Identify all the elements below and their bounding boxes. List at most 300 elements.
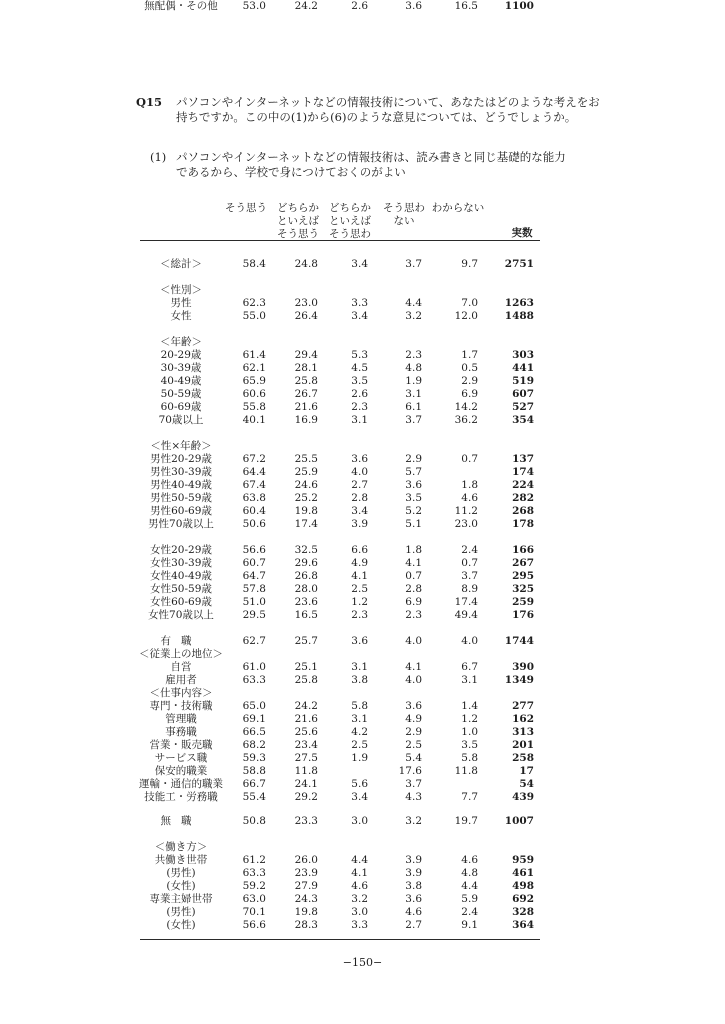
column-header-somewhat-agree: どちらか といえば そう思う [277,202,319,240]
row-label: 専業主婦世帯 [149,893,213,905]
table-cell: 29.4 [294,349,318,361]
row-label: 女性20-29歳 [150,544,212,556]
table-cell: 258 [512,752,534,764]
table-cell: 11.8 [294,765,318,777]
table-cell: 56.6 [242,919,266,931]
table-cell: 303 [512,349,534,361]
table-cell: 162 [512,713,534,725]
row-label: 事務職 [165,726,197,738]
column-header-count: 実数 [511,227,533,239]
table-cell: 4.8 [405,362,422,374]
row-label: ＜性別＞ [160,284,202,296]
table-cell: 3.7 [405,778,422,790]
table-cell: 24.6 [294,479,318,491]
table-cell: 25.8 [294,674,318,686]
table-cell: 3.8 [405,880,422,892]
table-row [132,854,542,867]
table-row [132,414,542,427]
table-cell: 441 [512,362,534,374]
table-cell: 461 [512,867,534,879]
row-label: 女性60-69歳 [150,596,212,608]
row-label: ＜性×年齢＞ [150,440,212,452]
table-cell: 23.6 [294,596,318,608]
table-cell: 5.6 [351,778,368,790]
table-cell: 176 [512,609,534,621]
table-cell: 65.9 [242,375,266,387]
row-label: 共働き世帯 [154,854,208,866]
table-row [132,815,542,828]
table-cell: 6.7 [461,661,478,673]
table-cell: 60.6 [242,388,266,400]
row-label: 雇用者 [165,674,197,686]
table-cell: 2.9 [461,375,478,387]
table-row [132,284,542,297]
table-cell: 3.4 [351,310,368,322]
table-cell: 3.2 [351,893,368,905]
row-label: 専門・技術職 [149,700,213,712]
table-cell: 4.1 [405,557,422,569]
table-cell: 4.0 [351,466,368,478]
table-cell: 439 [512,791,534,803]
table-cell: 268 [512,505,534,517]
table-cell: 4.4 [405,297,422,309]
table-cell: 5.3 [351,349,368,361]
table-cell: 4.9 [405,713,422,725]
row-label: 女性70歳以上 [148,609,214,621]
table-cell: 16.5 [454,0,478,12]
column-header-dont-know: わからない [431,202,485,214]
table-cell: 17.4 [454,596,478,608]
table-cell: 67.2 [242,453,266,465]
table-row [132,609,542,622]
table-cell: 5.8 [461,752,478,764]
table-cell: 28.3 [294,919,318,931]
table-cell: 4.2 [351,726,368,738]
table-cell: 0.5 [461,362,478,374]
row-label: 女性50-59歳 [150,583,212,595]
table-row [132,867,542,880]
table-cell: 2.9 [405,453,422,465]
row-label: ＜年齢＞ [160,336,202,348]
table-cell: 2.6 [351,0,368,12]
table-cell: 224 [512,479,534,491]
table-cell: 3.1 [351,713,368,725]
sub-question-number: (1) [150,150,167,164]
table-row [132,336,542,349]
table-cell: 61.2 [242,854,266,866]
table-cell: 9.1 [461,919,478,931]
table-row [132,893,542,906]
sub-question-block [150,150,570,180]
page-number: −150− [342,956,383,969]
table-cell: 354 [512,414,534,426]
table-cell: 3.9 [405,854,422,866]
table-cell: 19.7 [454,815,478,827]
table-cell: 0.7 [461,453,478,465]
table-row [132,375,542,388]
table-cell: 62.3 [242,297,266,309]
column-header-somewhat-disagree: どちらか といえば そう思わ [329,202,371,240]
table-cell: 178 [512,518,534,530]
table-cell: 64.4 [242,466,266,478]
table-cell: 6.6 [351,544,368,556]
table-cell: 58.8 [242,765,266,777]
table-cell: 4.0 [461,635,478,647]
row-label: 男性70歳以上 [148,518,214,530]
table-row [132,648,542,661]
table-cell: 9.7 [461,258,478,270]
table-cell: 3.4 [351,505,368,517]
table-cell: 14.2 [454,401,478,413]
table-cell: 23.3 [294,815,318,827]
table-cell: 4.6 [461,492,478,504]
table-row [132,713,542,726]
table-row [132,765,542,778]
table-cell: 259 [512,596,534,608]
table-cell: 54 [519,778,534,790]
table-cell: 51.0 [242,596,266,608]
table-cell: 692 [512,893,534,905]
row-label: 20-29歳 [160,349,202,361]
table-row [132,687,542,700]
table-cell: 2.7 [405,919,422,931]
table-cell: 23.0 [454,518,478,530]
table-cell: 26.4 [294,310,318,322]
table-cell: 1744 [504,635,534,647]
table-cell: 63.8 [242,492,266,504]
table-row [132,362,542,375]
table-cell: 519 [512,375,534,387]
table-row [132,258,542,271]
table-cell: 1.2 [351,596,368,608]
row-label: 有職 [160,635,202,647]
table-cell: 137 [512,453,534,465]
table-row [132,752,542,765]
column-header-agree: そう思う [225,202,267,214]
table-row [132,505,542,518]
table-cell: 3.7 [405,414,422,426]
table-cell: 3.9 [351,518,368,530]
table-row [132,726,542,739]
table-cell: 19.8 [294,906,318,918]
row-label: 男性40-49歳 [150,479,212,491]
table-cell: 26.0 [294,854,318,866]
table-cell: 11.8 [454,765,478,777]
row-label: 技能工・労務職 [144,791,218,803]
table-cell: 3.6 [405,479,422,491]
table-cell: 3.6 [405,700,422,712]
table-cell: 26.8 [294,570,318,582]
table-row [132,453,542,466]
table-cell: 25.6 [294,726,318,738]
row-label: 女性 [170,310,192,322]
table-cell: 56.6 [242,544,266,556]
table-cell: 23.9 [294,867,318,879]
row-label: サービス職 [154,752,208,764]
table-cell: 28.0 [294,583,318,595]
table-row [132,297,542,310]
table-cell: 27.9 [294,880,318,892]
row-label: 男性30-39歳 [150,466,212,478]
table-cell: 4.6 [405,906,422,918]
table-cell: 2.3 [405,349,422,361]
table-cell: 2.5 [351,583,368,595]
table-cell: 28.1 [294,362,318,374]
table-cell: 24.1 [294,778,318,790]
table-cell: 4.5 [351,362,368,374]
table-cell: 3.4 [351,258,368,270]
table-cell: 1.2 [461,713,478,725]
table-cell: 2.3 [351,609,368,621]
row-label: 管理職 [165,713,197,725]
row-label: 70歳以上 [158,414,204,426]
table-row [132,739,542,752]
table-cell: 66.7 [242,778,266,790]
table-cell: 66.5 [242,726,266,738]
table-row [132,570,542,583]
table-cell: 55.0 [242,310,266,322]
table-cell: 26.7 [294,388,318,400]
table-cell: 2.3 [405,609,422,621]
row-label: 男性50-59歳 [150,492,212,504]
question-block [136,95,606,125]
table-row [132,906,542,919]
table-cell: 1349 [504,674,534,686]
table-row [132,518,542,531]
table-cell: 0.7 [461,557,478,569]
table-cell: 3.7 [405,258,422,270]
table-cell: 2.4 [461,544,478,556]
table-cell: 3.6 [405,893,422,905]
table-cell: 61.0 [242,661,266,673]
table-cell: 2.5 [405,739,422,751]
table-cell: 50.8 [242,815,266,827]
table-cell: 21.6 [294,401,318,413]
table-cell: 0.7 [405,570,422,582]
table-cell: 527 [512,401,534,413]
table-cell: 62.1 [242,362,266,374]
table-cell: 5.8 [351,700,368,712]
table-cell: 16.9 [294,414,318,426]
table-row [132,544,542,557]
table-cell: 4.6 [461,854,478,866]
table-cell: 29.5 [242,609,266,621]
table-cell: 282 [512,492,534,504]
table-cell: 67.4 [242,479,266,491]
table-cell: 3.2 [405,310,422,322]
table-row [132,674,542,687]
row-label: 運輸・通信的職業 [139,778,223,790]
row-label: (男性) [166,867,196,879]
table-cell: 29.2 [294,791,318,803]
table-cell: 1.8 [461,479,478,491]
table-cell: 59.3 [242,752,266,764]
table-cell: 11.2 [454,505,478,517]
table-cell: 498 [512,880,534,892]
row-label: ＜総計＞ [160,258,202,270]
table-cell: 2.4 [461,906,478,918]
table-cell: 3.6 [405,0,422,12]
table-cell: 49.4 [454,609,478,621]
table-cell: 24.2 [294,700,318,712]
table-cell: 364 [512,919,534,931]
table-cell: 65.0 [242,700,266,712]
table-cell: 25.5 [294,453,318,465]
table-cell: 4.6 [351,880,368,892]
row-label: ＜働き方＞ [154,841,208,853]
table-cell: 2.8 [405,583,422,595]
table-cell: 6.9 [461,388,478,400]
table-cell: 1488 [504,310,534,322]
column-header-disagree: そう思わ ない [383,202,425,227]
table-row [132,700,542,713]
table-cell: 24.2 [294,0,318,12]
table-cell: 7.0 [461,297,478,309]
table-cell: 69.1 [242,713,266,725]
row-label: 50-59歳 [160,388,202,400]
table-cell: 5.9 [461,893,478,905]
row-label: ＜従業上の地位＞ [139,648,223,660]
table-cell: 17.6 [398,765,422,777]
table-cell: 4.1 [351,867,368,879]
table-cell: 3.8 [351,674,368,686]
row-label: 自営 [170,661,192,673]
row-label: 男性60-69歳 [150,505,212,517]
table-cell: 36.2 [454,414,478,426]
table-cell: 4.1 [405,661,422,673]
table-cell: 325 [512,583,534,595]
table-cell: 295 [512,570,534,582]
table-cell: 4.9 [351,557,368,569]
table-cell: 17 [519,765,534,777]
table-cell: 60.4 [242,505,266,517]
table-cell: 59.2 [242,880,266,892]
table-cell: 2751 [504,258,534,270]
table-cell: 25.1 [294,661,318,673]
table-row [132,841,542,854]
table-cell: 17.4 [294,518,318,530]
table-cell: 2.5 [351,739,368,751]
row-label: 男性 [170,297,192,309]
table-cell: 6.9 [405,596,422,608]
row-label: 男性20-29歳 [150,453,212,465]
row-label: 40-49歳 [160,375,202,387]
table-cell: 23.4 [294,739,318,751]
table-cell: 1263 [504,297,534,309]
table-cell: 2.3 [351,401,368,413]
sub-question-text: パソコンやインターネットなどの情報技術は、読み書きと同じ基礎的な能力であるから、学校で身につけておくのがよい [176,150,566,179]
table-cell: 3.9 [405,867,422,879]
table-cell: 6.1 [405,401,422,413]
table-cell: 5.7 [405,466,422,478]
table-cell: 4.0 [405,674,422,686]
table-row [132,0,542,13]
table-row [132,791,542,804]
row-label: ＜仕事内容＞ [149,687,213,699]
table-row [132,596,542,609]
table-cell: 25.8 [294,375,318,387]
table-cell: 55.8 [242,401,266,413]
table-cell: 25.7 [294,635,318,647]
table-cell: 3.2 [405,815,422,827]
table-cell: 4.3 [405,791,422,803]
table-cell: 959 [512,854,534,866]
table-cell: 40.1 [242,414,266,426]
table-cell: 19.8 [294,505,318,517]
table-cell: 1007 [504,815,534,827]
table-row [132,492,542,505]
table-cell: 64.7 [242,570,266,582]
table-cell: 8.9 [461,583,478,595]
table-cell: 3.0 [351,906,368,918]
row-label: (男性) [166,906,196,918]
table-row [132,661,542,674]
table-row [132,919,542,932]
table-cell: 32.5 [294,544,318,556]
row-label: 女性40-49歳 [150,570,212,582]
row-label: 無職 [160,815,202,827]
table-row [132,388,542,401]
table-cell: 3.3 [351,919,368,931]
table-cell: 3.5 [351,375,368,387]
table-bottom-rule [140,939,540,940]
table-cell: 70.1 [242,906,266,918]
table-cell: 21.6 [294,713,318,725]
table-cell: 174 [512,466,534,478]
table-cell: 390 [512,661,534,673]
row-label: 女性30-39歳 [150,557,212,569]
table-cell: 12.0 [454,310,478,322]
question-number: Q15 [136,95,163,109]
table-cell: 2.7 [351,479,368,491]
table-cell: 3.4 [351,791,368,803]
table-cell: 58.4 [242,258,266,270]
table-cell: 2.9 [405,726,422,738]
table-cell: 50.6 [242,518,266,530]
table-cell: 7.7 [461,791,478,803]
row-label: 無配偶・その他 [144,0,218,12]
table-cell: 1.4 [461,700,478,712]
table-cell: 3.6 [351,635,368,647]
table-cell: 3.0 [351,815,368,827]
table-cell: 3.5 [461,739,478,751]
table-row [132,401,542,414]
table-cell: 29.6 [294,557,318,569]
table-row [132,479,542,492]
table-cell: 5.4 [405,752,422,764]
table-cell: 201 [512,739,534,751]
table-cell: 24.3 [294,893,318,905]
table-cell: 328 [512,906,534,918]
table-row [132,349,542,362]
table-cell: 5.2 [405,505,422,517]
table-row [132,310,542,323]
table-cell: 277 [512,700,534,712]
row-label: 営業・販売職 [149,739,213,751]
table-cell: 607 [512,388,534,400]
table-cell: 3.6 [351,453,368,465]
table-cell: 3.3 [351,297,368,309]
table-cell: 1.7 [461,349,478,361]
table-cell: 16.5 [294,609,318,621]
table-cell: 3.1 [405,388,422,400]
row-label: 保安的職業 [154,765,208,777]
table-cell: 267 [512,557,534,569]
table-cell: 1.9 [405,375,422,387]
table-top-rule [140,240,540,241]
table-cell: 60.7 [242,557,266,569]
table-cell: 1.8 [405,544,422,556]
